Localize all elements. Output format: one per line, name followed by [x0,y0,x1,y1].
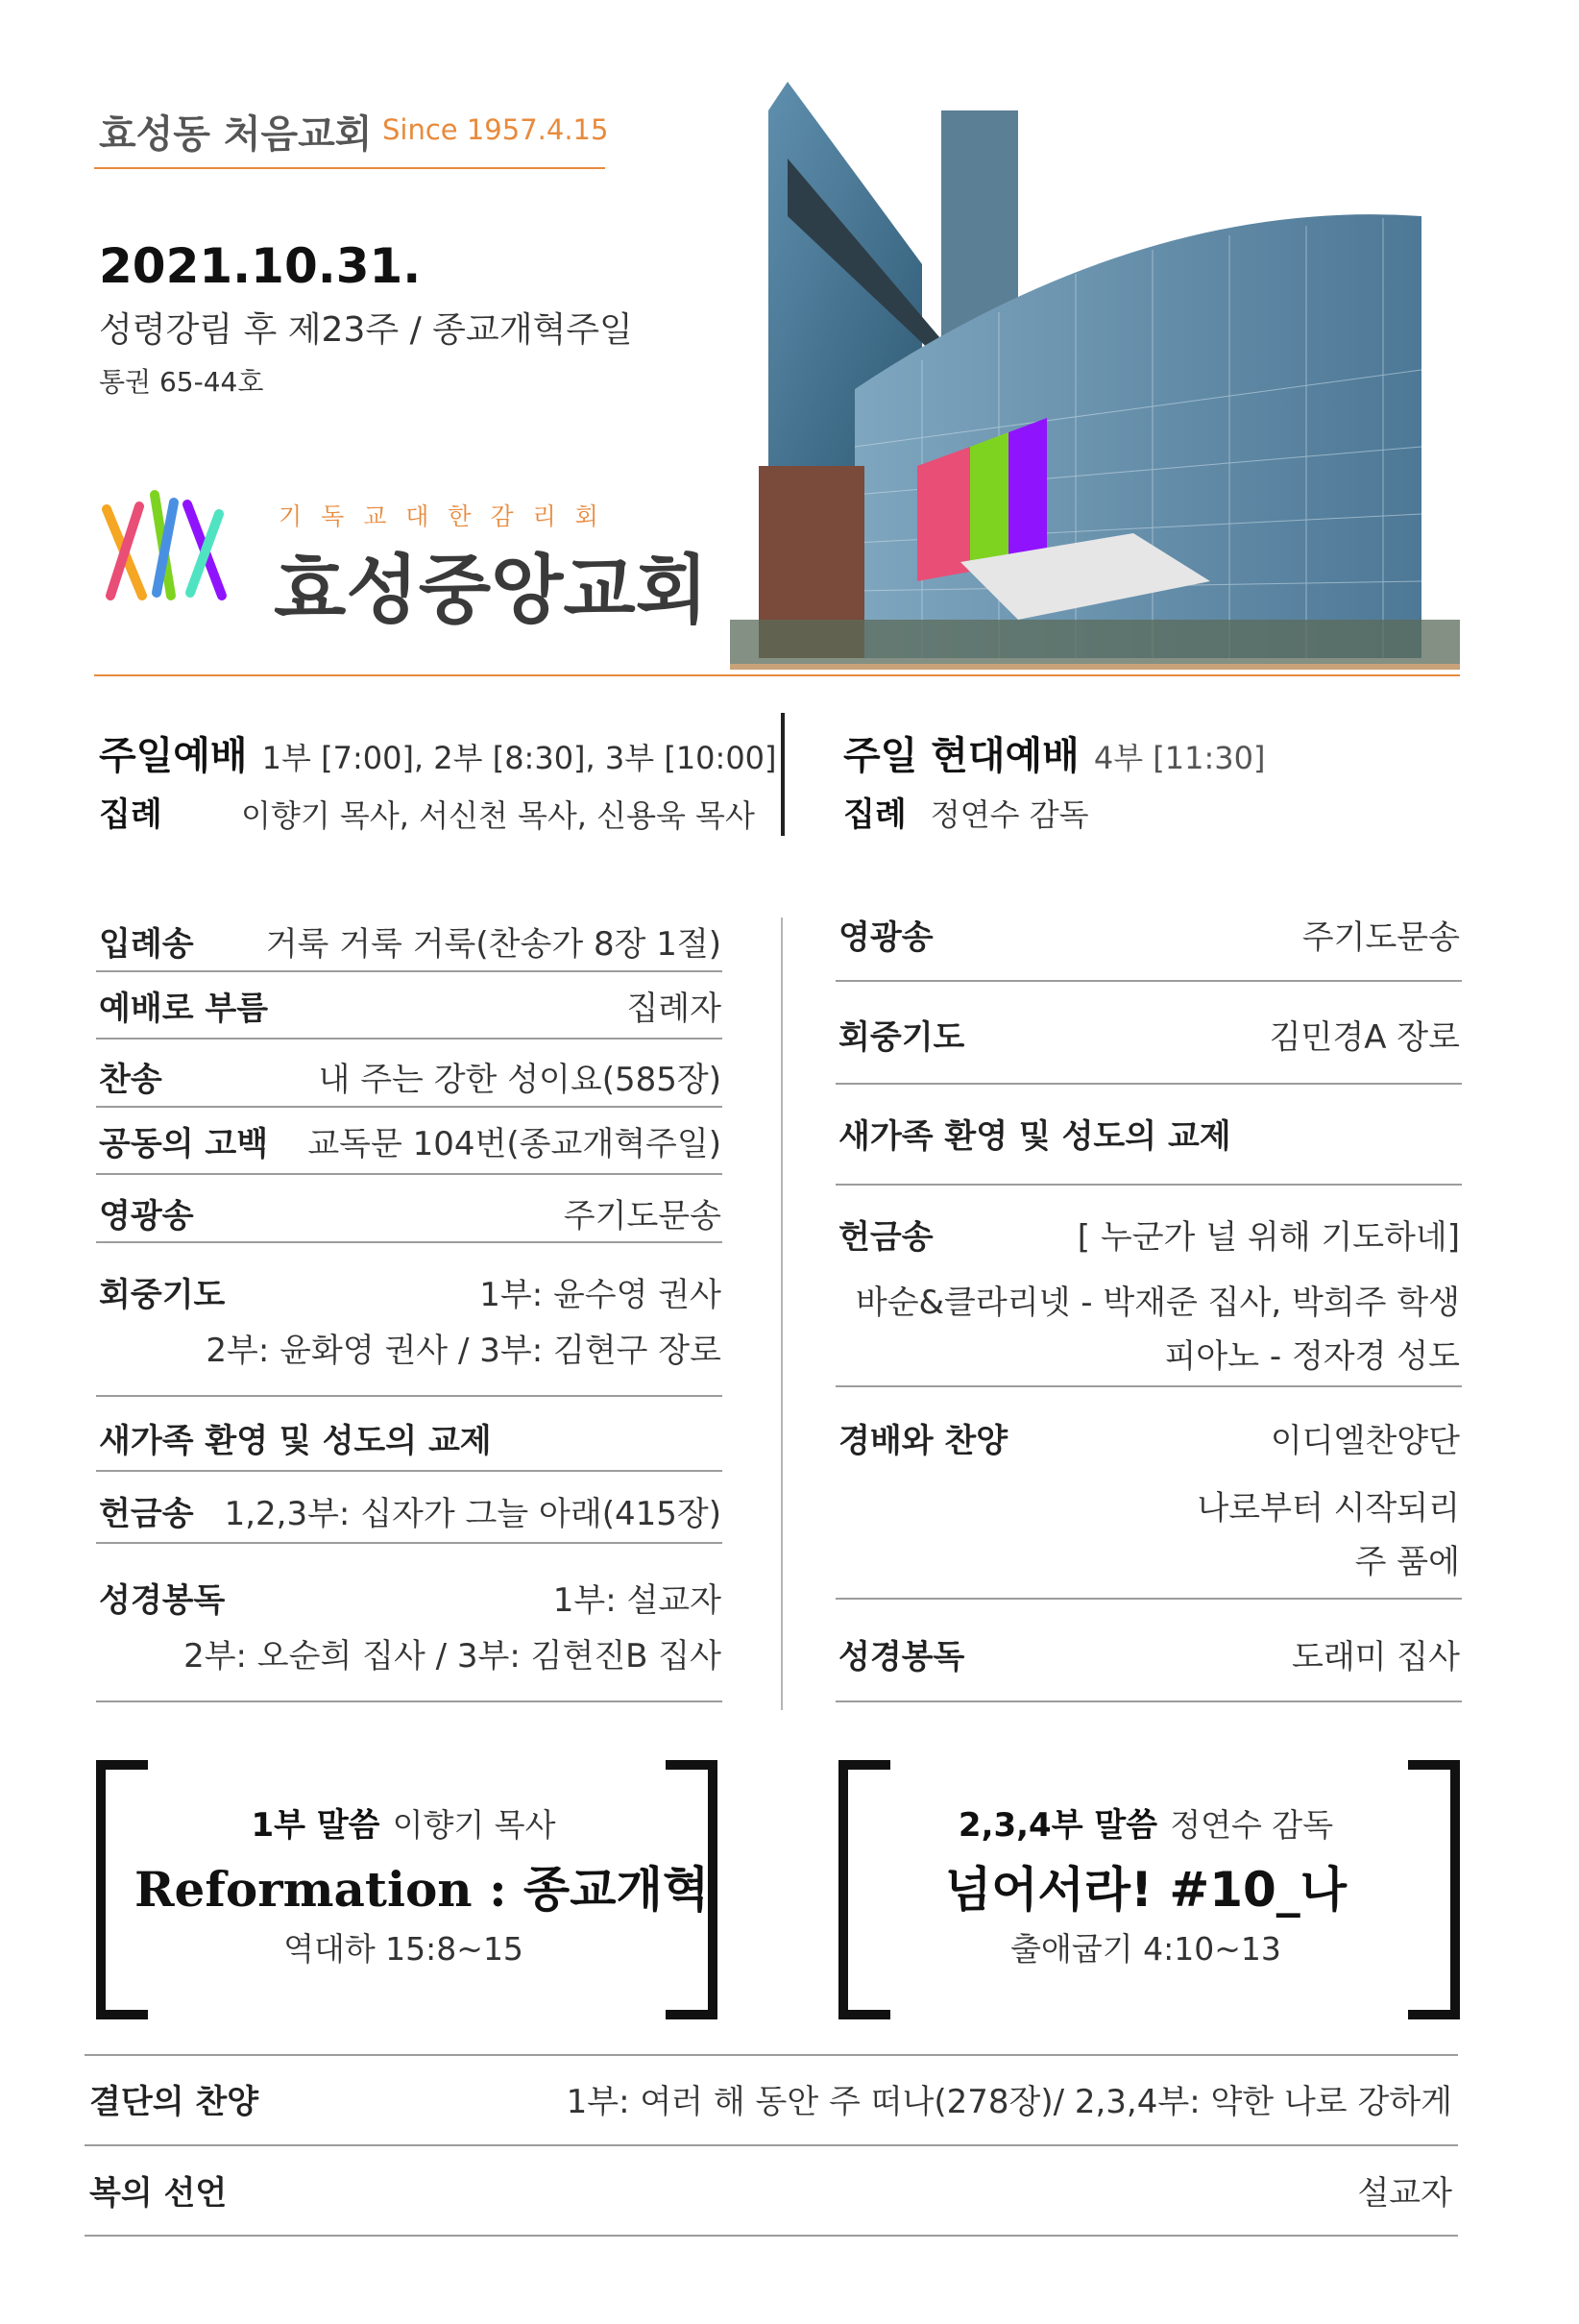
main-service-title: 주일예배 [99,734,248,778]
modern-service-leader [843,788,1089,835]
order-value: 도래미 집사 [1291,1638,1460,1676]
leader-label: 집례 [843,795,907,834]
liturgical-week: 성령강림 후 제23주 / 종교개혁주일 [99,310,633,350]
column-divider [781,917,783,1710]
sermon-box-1 [134,1798,710,1969]
row-divider [836,1184,1462,1186]
order-value-line2: 바순&클라리넷 - 박재준 집사, 박희주 학생 [855,1284,1460,1322]
order-label: 영광송 [838,918,934,957]
row-divider [96,1542,722,1544]
services-divider [781,713,785,836]
order-value: 주기도문송 [563,1197,721,1235]
church-logo [99,485,233,605]
row-divider [96,1241,722,1243]
since-date: Since 1957.4.15 [382,113,609,146]
order-label: 공동의 고백 [99,1125,269,1163]
row-divider [96,1038,722,1040]
photo-divider [94,674,1460,676]
order-value-line2: 2부: 오순희 집사 / 3부: 김현진B 집사 [183,1637,721,1676]
order-value: 1,2,3부: 십자가 그늘 아래(415장) [224,1495,721,1533]
order-value: 집례자 [626,990,721,1028]
church-name: 효성중앙교회 [274,548,709,634]
order-label: 성경봉독 [838,1638,965,1676]
main-service [99,725,777,780]
row-divider [96,1395,722,1397]
order-label: 예배로 부름 [99,990,269,1028]
sermon-scripture: 출애굽기 4:10~13 [1010,1930,1281,1968]
order-label: 회중기도 [99,1276,226,1314]
order-value-line2: 나로부터 시작되리 [1197,1489,1460,1528]
sermon-title: Reformation : 종교개혁 [134,1861,710,1918]
modern-service-times: 4부 [11:30] [1093,740,1266,776]
order-value-line2: 2부: 윤화영 권사 / 3부: 김현구 장로 [206,1332,721,1370]
order-value-line3: 피아노 - 정자경 성도 [1164,1337,1460,1376]
sermon-scripture: 역대하 15:8~15 [283,1930,523,1968]
row-divider [96,1470,722,1472]
order-label: 회중기도 [838,1018,965,1057]
modern-service-title: 주일 현대예배 [843,734,1080,778]
bulletin-date: 2021.10.31. [99,238,422,294]
row-divider [85,2144,1458,2146]
order-value: 내 주는 강한 성이요(585장) [318,1061,721,1099]
row-divider [85,2235,1458,2237]
order-value-line3: 주 품에 [1354,1543,1460,1581]
row-divider [85,2054,1458,2056]
leader-label: 집례 [99,795,162,834]
header-divider [94,167,605,169]
sermon-preacher: 이향기 목사 [392,1806,556,1844]
closing-label: 결단의 찬양 [89,2083,259,2121]
sermon-heading: 1부 말씀 [251,1806,380,1845]
sermon-title: 넘어서라! #10_나 [944,1862,1348,1918]
row-divider [836,1083,1462,1085]
row-divider [836,1385,1462,1387]
closing-value: 설교자 [1357,2174,1452,2213]
closing-label: 복의 선언 [89,2174,228,2213]
order-value: 1부: 설교자 [552,1581,721,1620]
main-service-leader [99,788,755,835]
sermon-bracket-right [1408,1760,1460,2019]
order-value: 교독문 104번(종교개혁주일) [307,1125,721,1163]
order-label: 새가족 환영 및 성도의 교제 [99,1422,492,1460]
order-label: 경배와 찬양 [838,1422,1008,1460]
row-divider [96,970,722,972]
order-label: 헌금송 [99,1495,194,1533]
order-label: 성경봉독 [99,1581,226,1620]
order-label: 입례송 [99,925,194,964]
order-label: 영광송 [99,1197,194,1235]
issue-number: 통권 65-44호 [99,366,264,398]
row-divider [96,1106,722,1108]
leader-names: 이향기 목사, 서신천 목사, 신용욱 목사 [241,797,755,834]
church-building-photo [730,82,1460,677]
row-divider [836,980,1462,982]
order-value: 김민경A 장로 [1269,1018,1460,1057]
order-value: [ 누군가 널 위해 기도하네] [1077,1218,1460,1257]
row-divider [836,1598,1462,1600]
leader-names: 정연수 감독 [930,796,1089,833]
order-label: 헌금송 [838,1218,934,1257]
closing-value: 1부: 여러 해 동안 주 떠나(278장)/ 2,3,4부: 약한 나로 강하게 [566,2083,1452,2121]
row-divider [96,1173,722,1175]
sermon-heading: 2,3,4부 말씀 [958,1806,1158,1845]
order-label: 새가족 환영 및 성도의 교제 [838,1117,1231,1156]
sermon-box-2 [877,1798,1415,1969]
denomination: 기 독 교 대 한 감 리 회 [279,502,604,530]
order-value: 거룩 거룩 거룩(찬송가 8장 1절) [265,925,721,964]
order-value: 이디엘찬양단 [1270,1422,1460,1460]
order-label: 찬송 [99,1061,162,1099]
main-service-times: 1부 [7:00], 2부 [8:30], 3부 [10:00] [261,740,777,776]
order-value: 1부: 윤수영 권사 [479,1276,721,1314]
order-value: 주기도문송 [1301,918,1460,957]
modern-service [843,725,1266,780]
sermon-preacher: 정연수 감독 [1170,1806,1334,1844]
row-divider [96,1700,722,1702]
old-church-name: 효성동 처음교회 [99,112,373,157]
row-divider [836,1700,1462,1702]
